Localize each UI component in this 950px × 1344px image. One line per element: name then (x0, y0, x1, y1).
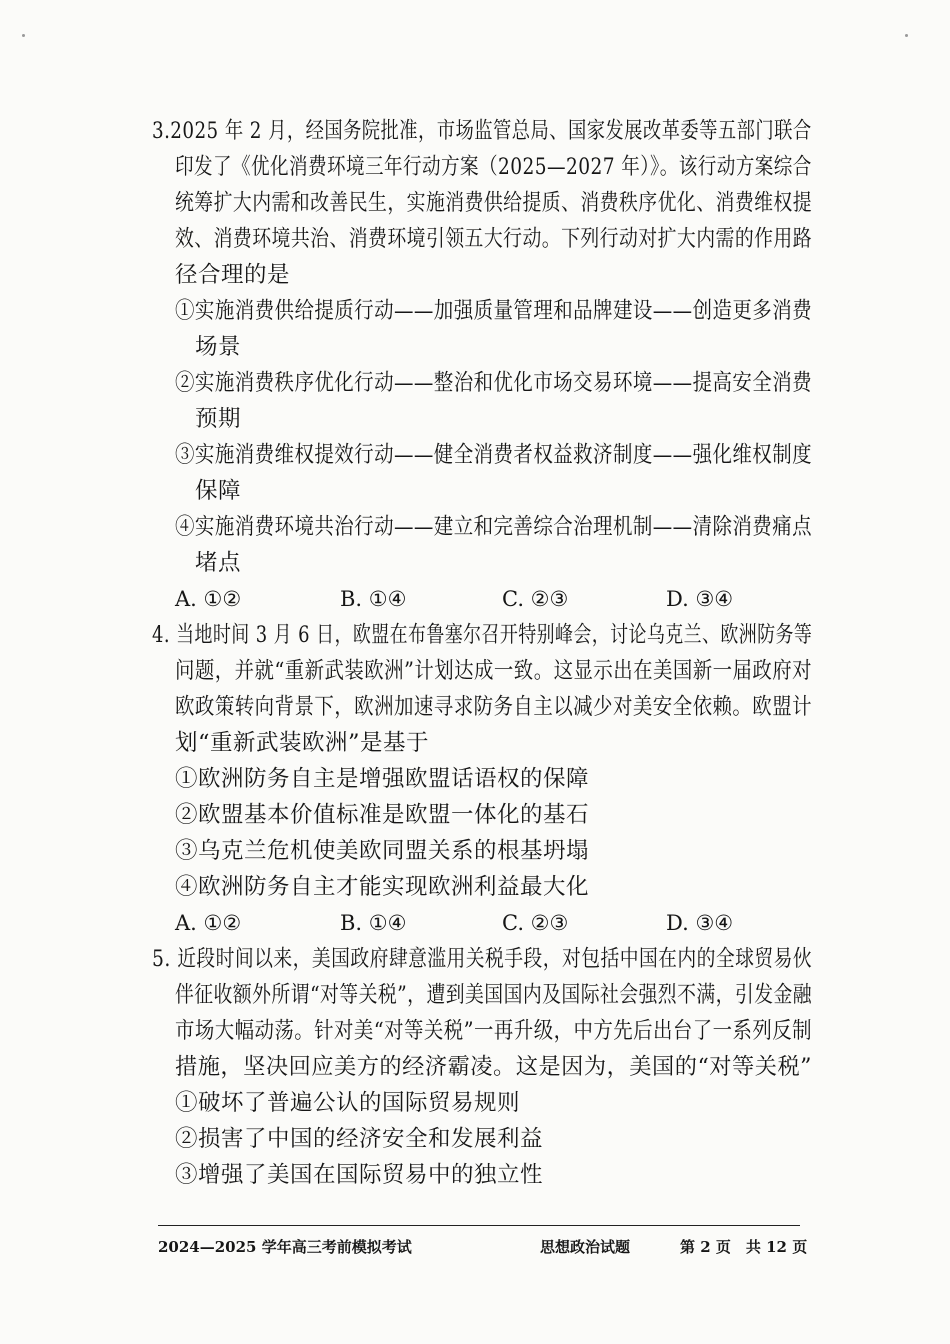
q4-stem-line: 划“重新武装欧洲”是基于 (175, 730, 430, 756)
q5-stem-line: 市场大幅动荡。针对美“对等关税”一再升级，中方先后出台了一系列反制 (175, 1018, 813, 1044)
q4-item-2: ②欧盟基本价值标准是欧盟一体化的基石 (175, 802, 590, 828)
q3-item-4: ④实施消费环境共治行动——建立和完善综合治理机制——清除消费痛点 (175, 514, 813, 540)
q5-stem-line: 措施，坚决回应美方的经济霸凌。这是因为，美国的“对等关税” (175, 1054, 813, 1080)
q4-item-4: ④欧洲防务自主才能实现欧洲利益最大化 (175, 874, 590, 900)
q3-item-3-cont: 保障 (195, 478, 242, 504)
q3-item-2-cont: 预期 (195, 406, 242, 432)
q3-option-d[interactable]: D. ③④ (666, 587, 734, 611)
q5-item-1: ①破坏了普遍公认的国际贸易规则 (175, 1090, 521, 1116)
footer-exam-title: 2024—2025 学年高三考前模拟考试 (158, 1238, 412, 1256)
footer-page-number: 第 2 页 共 12 页 (680, 1238, 808, 1256)
q3-item-1: ①实施消费供给提质行动——加强质量管理和品牌建设——创造更多消费 (175, 298, 813, 324)
q5-item-2: ②损害了中国的经济安全和发展利益 (175, 1126, 544, 1152)
q4-stem-line: 4. 当地时间 3 月 6 日，欧盟在布鲁塞尔召开特别峰会，讨论乌克兰、欧洲防务等 (152, 622, 813, 648)
q3-stem-line: 径合理的是 (175, 262, 291, 288)
q4-options (0, 908, 950, 940)
q3-item-1-cont: 场景 (195, 334, 242, 360)
q3-option-a[interactable]: A. ①② (175, 587, 242, 611)
q4-item-1: ①欧洲防务自主是增强欧盟话语权的保障 (175, 766, 590, 792)
q3-option-b[interactable]: B. ①④ (340, 587, 407, 611)
q5-stem-line: 伴征收额外所谓“对等关税”，遭到美国国内及国际社会强烈不满，引发金融 (175, 982, 813, 1008)
q3-options (0, 584, 950, 616)
q3-item-4-cont: 堵点 (195, 550, 242, 576)
q5-item-3: ③增强了美国在国际贸易中的独立性 (175, 1162, 544, 1188)
q3-item-2: ②实施消费秩序优化行动——整治和优化市场交易环境——提高安全消费 (175, 370, 813, 396)
scan-speck (22, 34, 25, 37)
footer-divider (158, 1225, 800, 1226)
footer-subject: 思想政治试题 (540, 1238, 631, 1256)
q4-item-3: ③乌克兰危机使美欧同盟关系的根基坍塌 (175, 838, 590, 864)
q3-stem-line: 印发了《优化消费环境三年行动方案（2025—2027 年）》。该行动方案综合 (175, 154, 812, 180)
q4-option-a[interactable]: A. ①② (175, 911, 242, 935)
q4-stem-line: 欧政策转向背景下，欧洲加速寻求防务自主以减少对美安全依赖。欧盟计 (175, 694, 813, 720)
q3-stem-line: 效、消费环境共治、消费环境引领五大行动。下列行动对扩大内需的作用路 (175, 226, 813, 252)
scan-speck (905, 34, 908, 37)
q3-item-3: ③实施消费维权提效行动——健全消费者权益救济制度——强化维权制度 (175, 442, 813, 468)
q4-option-b[interactable]: B. ①④ (340, 911, 407, 935)
q4-stem-line: 问题，并就“重新武装欧洲”计划达成一致。这显示出在美国新一届政府对 (175, 658, 813, 684)
q3-stem-line: 统筹扩大内需和改善民生，实施消费供给提质、消费秩序优化、消费维权提 (175, 190, 813, 216)
q4-option-c[interactable]: C. ②③ (502, 911, 569, 935)
q3-stem-line: 3.2025 年 2 月，经国务院批准，市场监管总局、国家发展改革委等五部门联合 (152, 118, 812, 144)
q4-option-d[interactable]: D. ③④ (666, 911, 734, 935)
q5-stem-line: 5. 近段时间以来，美国政府肆意滥用关税手段，对包括中国在内的全球贸易伙 (152, 946, 813, 972)
q3-option-c[interactable]: C. ②③ (502, 587, 569, 611)
